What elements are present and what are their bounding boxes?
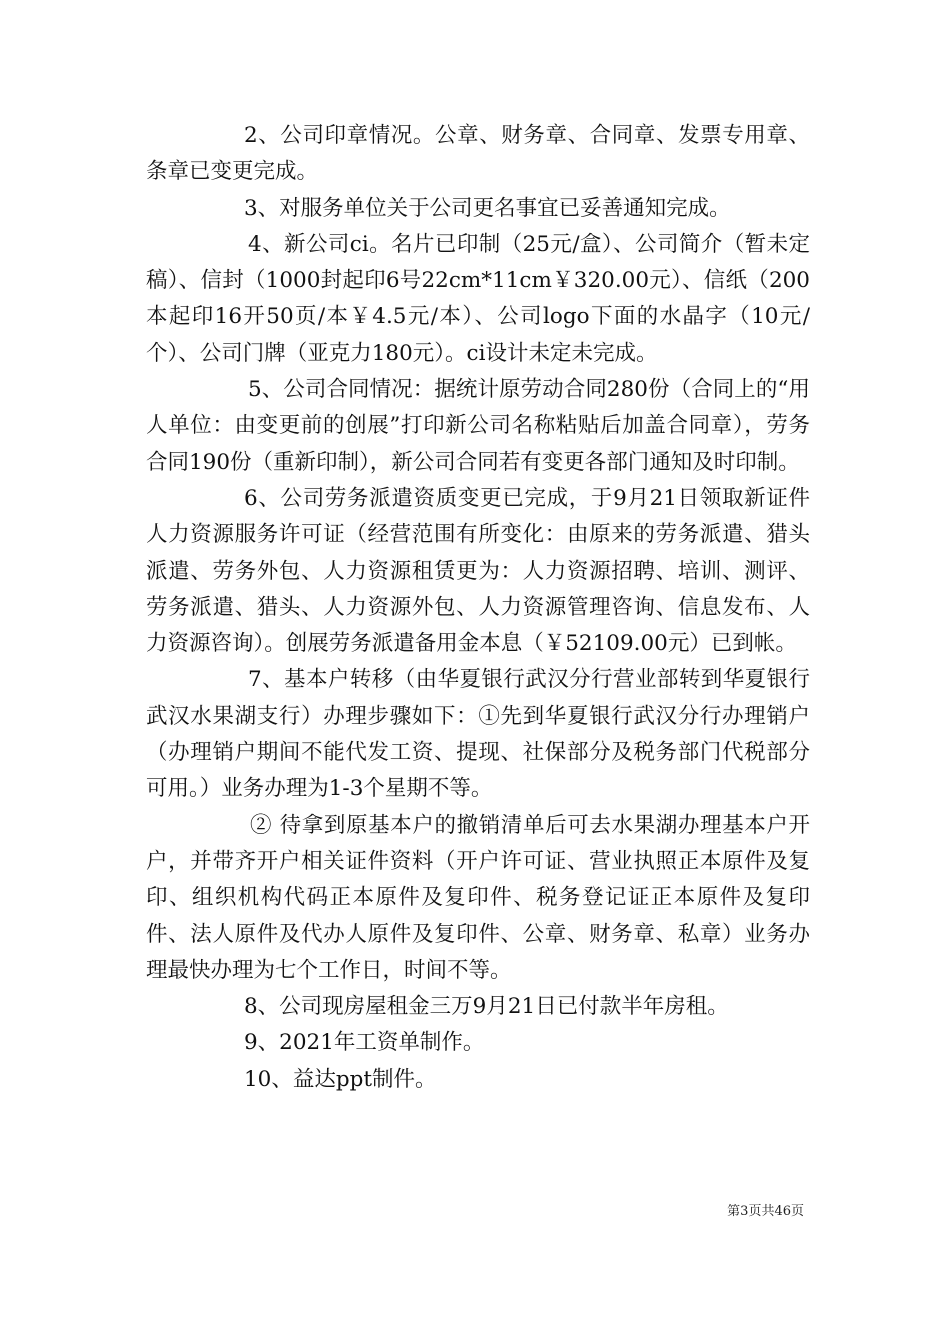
paragraph-contracts: 5、公司合同情况：据统计原劳动合同280份（合同上的“用人单位：由变更前的创展”打印新公司名称粘贴后加盖合同章），劳务合同190份（重新印制），新公司合同若有变更各部门通知及时印制。 (146, 377, 810, 475)
paragraph-rent: 8、公司现房屋租金三万9月21日已付款半年房租。 (244, 994, 729, 1020)
paragraph-dispatch-license: 6、公司劳务派遣资质变更已完成，于9月21日领取新证件人力资源服务许可证（经营范围有所变化：由原来的劳务派遣、猎头派遣、劳务外包、人力资源租赁更为：人力资源招聘、培训、测评、劳务派遣、猎头、人力资源外包、人力资源管理咨询、信息发布、人力资源咨询）。创展劳务派遣备用金本息（￥52109.00元）已到帐。 (146, 485, 810, 657)
paragraph-ppt: 10、益达ppt制件。 (244, 1066, 437, 1092)
paragraph-client-notice: 3、对服务单位关于公司更名事宜已妥善通知完成。 (244, 195, 731, 221)
paragraph-payroll: 9、2021年工资单制作。 (244, 1030, 485, 1056)
page-number-footer: 第3页共46页 (727, 1204, 804, 1219)
paragraph-bank-account-opening: ② 待拿到原基本户的撤销清单后可去水果湖办理基本户开户，并带齐开户相关证件资料（开户许可证、营业执照正本原件及复印、组织机构代码正本原件及复印件、税务登记证正本原件及复印件、法人原件及代办人原件及复印件、公章、财务章、私章）业务办理最快办理为七个工作日，时间不等。 (146, 812, 810, 983)
document-body (146, 118, 810, 1098)
paragraph-seal-status: 2、公司印章情况。公章、财务章、合同章、发票专用章、条章已变更完成。 (146, 123, 810, 185)
paragraph-company-ci: 4、新公司ci。名片已印制（25元/盒）、公司简介（暂未定稿）、信封（1000封起印6号22cm*11cm￥320.00元）、信纸（200本起印16开50页/本￥4.5元/本）、公司logo下面的水晶字（10元/个）、公司门牌（亚克力180元）。ci设计未定未完成。 (146, 231, 810, 366)
paragraph-bank-transfer: 7、基本户转移（由华夏银行武汉分行营业部转到华夏银行武汉水果湖支行）办理步骤如下：①先到华夏银行武汉分行办理销户（办理销户期间不能代发工资、提现、社保部分及税务部门代税部分可用。）业务办理为1-3个星期不等。 (146, 667, 810, 802)
